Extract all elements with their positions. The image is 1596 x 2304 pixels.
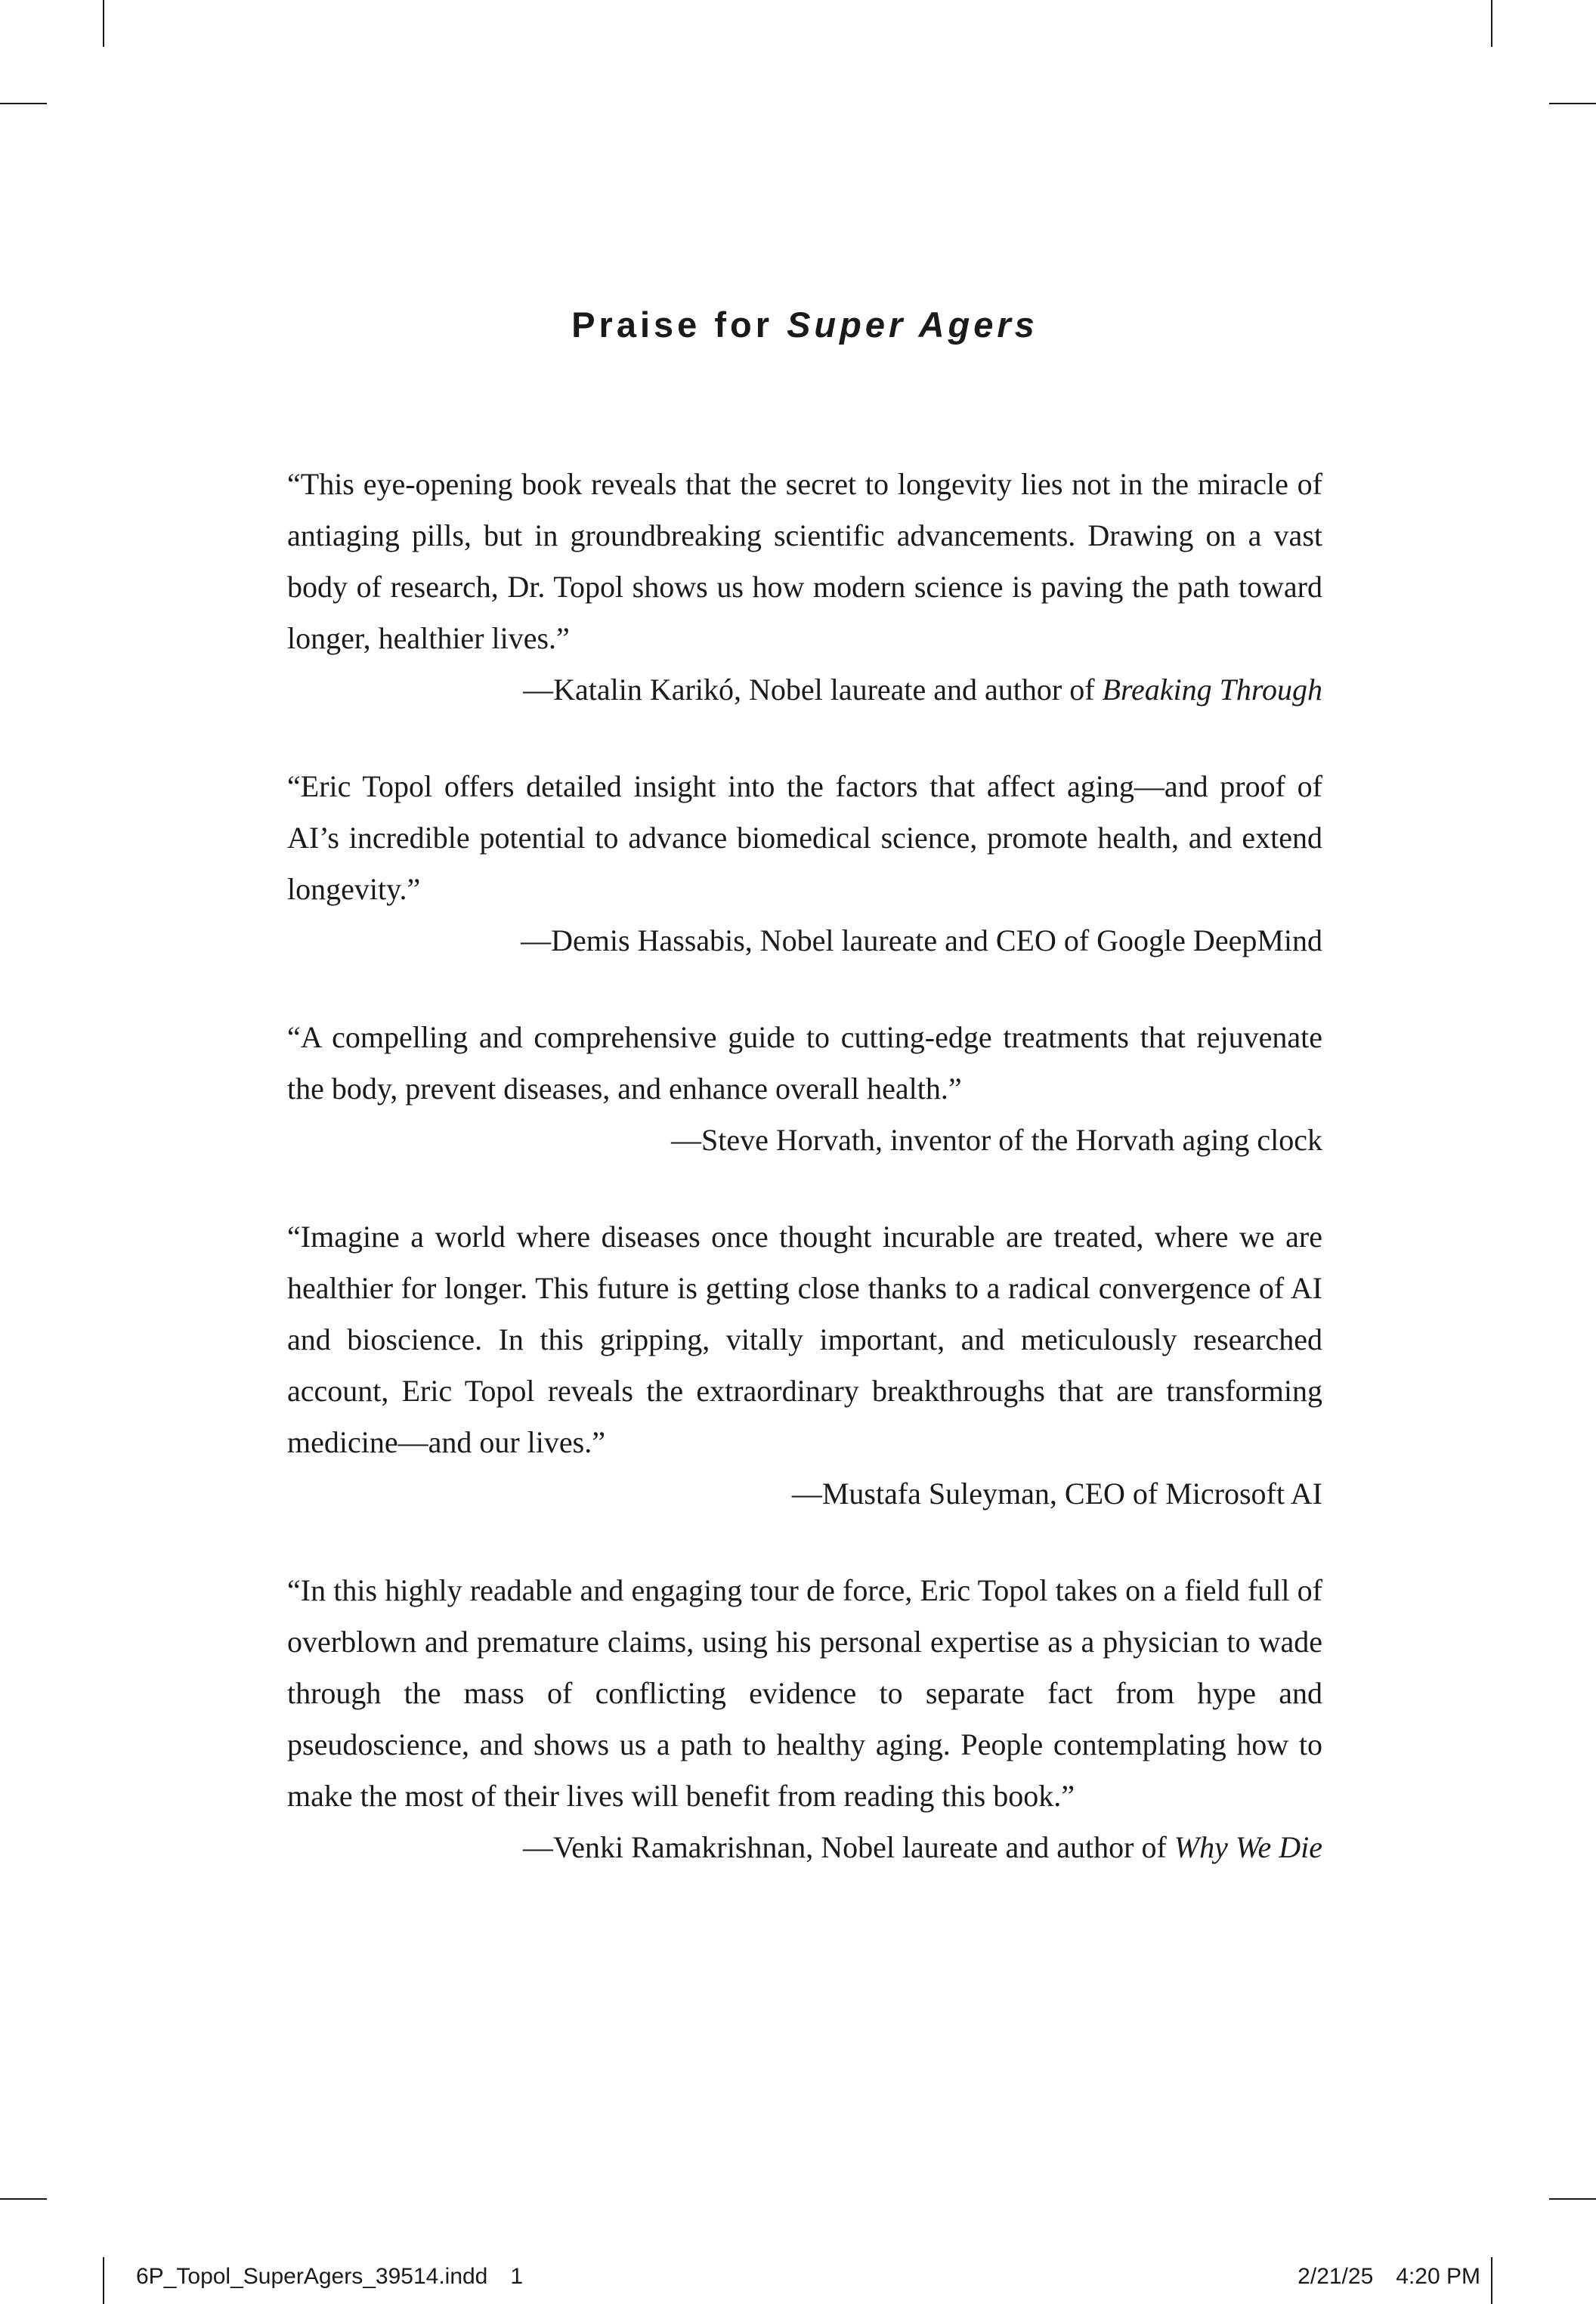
crop-mark-bottom-left-horizontal (0, 2198, 47, 2200)
quote-attribution-text: —Steve Horvath, inventor of the Horvath aging clock (671, 1123, 1322, 1157)
quote-text: “In this highly readable and engaging tour de force, Eric Topol takes on a field full of overblown and premature claims, using his personal expertise as a physician to wade through the mass of conflicting evidence to separate fact from hype and pseudoscience, and shows us a path to healthy aging. People contemplating how to make the most of their lives will benefit from reading this book.” (287, 1573, 1322, 1813)
quote-attribution (287, 1115, 1322, 1166)
footer-slug-right (1298, 2264, 1480, 2290)
quote-attribution-book-title: Why We Die (1174, 1830, 1322, 1864)
footer-page-number: 1 (510, 2264, 524, 2289)
quote-attribution (287, 1822, 1322, 1873)
page-title-prefix: Praise for (571, 305, 787, 345)
praise-quote (287, 761, 1322, 966)
page-title-book-name: Super Agers (787, 305, 1038, 345)
text-block (287, 307, 1322, 1919)
quote-attribution-book-title: Breaking Through (1102, 673, 1322, 707)
footer-filename: 6P_Topol_SuperAgers_39514.indd (136, 2264, 488, 2289)
praise-quote (287, 1565, 1322, 1873)
footer-slug-left (136, 2264, 523, 2290)
crop-mark-bottom-right-horizontal (1549, 2198, 1596, 2200)
quote-text: “Imagine a world where diseases once thought incurable are treated, where we are healthier for longer. This future is getting close thanks to a radical convergence of AI and bioscience. In this gripping, vitally important, and meticulously researched account, Eric Topol reveals the extraordinary breakthroughs that are transforming medicine—and our lives.” (287, 1220, 1322, 1459)
quote-attribution-text: —Venki Ramakrishnan, Nobel laureate and author of (522, 1830, 1174, 1864)
footer-date: 2/21/25 (1298, 2264, 1374, 2289)
praise-quote (287, 1012, 1322, 1166)
quote-text: “This eye-opening book reveals that the secret to longevity lies not in the miracle of antiaging pills, but in groundbreaking scientific advancements. Drawing on a vast body of research, Dr. Topol shows us how modern science is paving the path toward longer, healthier lives.” (287, 467, 1322, 655)
crop-mark-bottom-right-vertical (1491, 2257, 1492, 2304)
quote-attribution-text: —Demis Hassabis, Nobel laureate and CEO of Google DeepMind (521, 923, 1322, 957)
page-title (287, 305, 1322, 345)
praise-quote (287, 1211, 1322, 1520)
quote-attribution (287, 915, 1322, 966)
crop-mark-bottom-left-vertical (103, 2257, 104, 2304)
quote-attribution (287, 664, 1322, 716)
crop-mark-top-right-vertical (1491, 0, 1492, 47)
quote-text: “A compelling and comprehensive guide to cutting-edge treatments that rejuvenate the body, prevent diseases, and enhance overall health.” (287, 1020, 1322, 1106)
crop-mark-top-right-horizontal (1549, 103, 1596, 104)
quote-attribution-text: —Mustafa Suleyman, CEO of Microsoft AI (791, 1477, 1322, 1511)
praise-quote (287, 459, 1322, 716)
footer-time: 4:20 PM (1396, 2264, 1480, 2289)
quote-attribution-text: —Katalin Karikó, Nobel laureate and author of (523, 673, 1103, 707)
crop-mark-top-left-vertical (103, 0, 104, 47)
quote-text: “Eric Topol offers detailed insight into the factors that affect aging—and proof of AI’s incredible potential to advance biomedical science, promote health, and extend longevity.” (287, 769, 1322, 906)
quote-attribution (287, 1468, 1322, 1520)
crop-mark-top-left-horizontal (0, 103, 47, 104)
